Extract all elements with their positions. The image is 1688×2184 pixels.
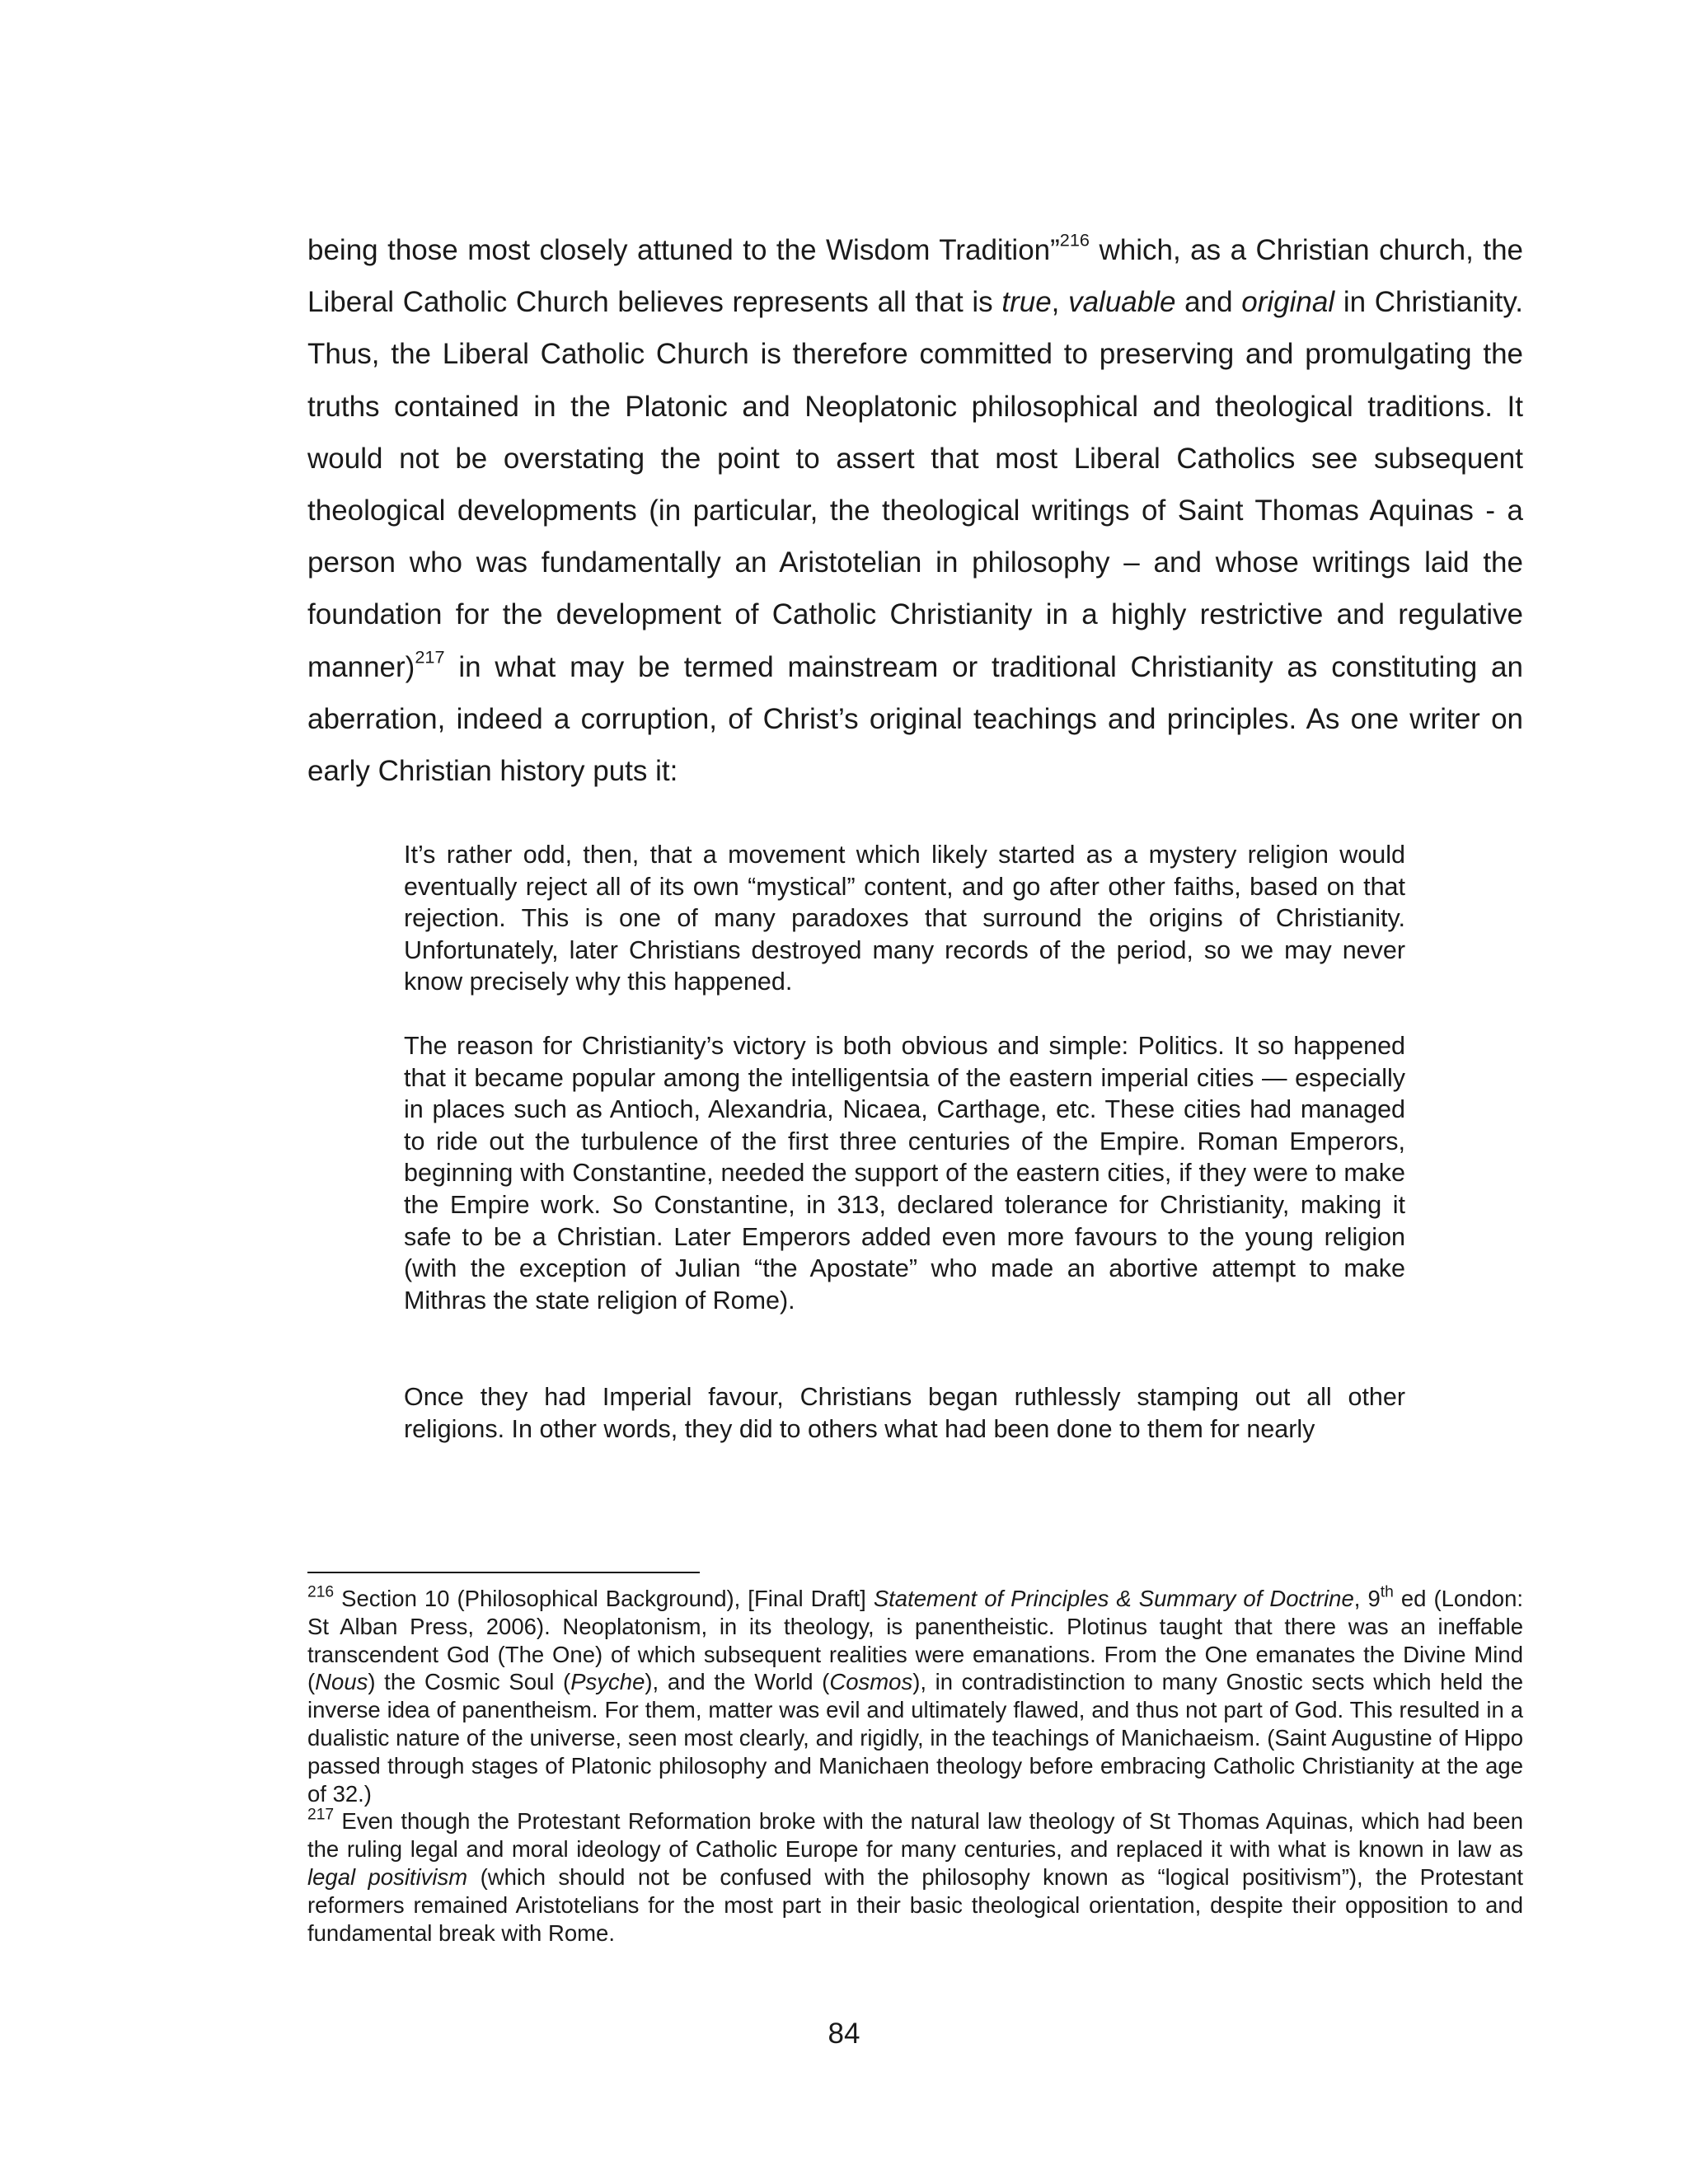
footnote-text-run: ), and the World ( [645, 1669, 830, 1695]
footnote-italic-psyche: Psyche [570, 1669, 645, 1695]
body-text-run: in what may be termed mainstream or traditional Christianity as constituting an aberration, indeed a corruption, of Christ’s original teachings and principles. As one writer on early Christian history puts it: [307, 650, 1523, 788]
footnote-217 [307, 1807, 1523, 1947]
body-text-run: , [1051, 286, 1069, 319]
footnote-italic-cosmos: Cosmos [829, 1669, 913, 1695]
footnote-italic-legal-positivism: legal positivism [307, 1863, 468, 1890]
footnote-ref-216[interactable]: 216 [1059, 229, 1090, 251]
footnote-text-run: Even though the Protestant Reformation broke with the natural law theology of St Thomas Aquinas, which had been the ruling legal and moral ideology of Catholic Europe for many centuries, and replaced it with what is known in law as [307, 1808, 1523, 1863]
italic-valuable: valuable [1068, 286, 1176, 319]
italic-original: original [1241, 286, 1335, 319]
footnote-text-run: ) the Cosmic Soul ( [368, 1669, 571, 1695]
body-text-run: being those most closely attuned to the Wisdom Tradition” [307, 234, 1060, 266]
footnote-text-run: , 9 [1353, 1586, 1381, 1611]
body-text-run: and [1175, 286, 1242, 319]
block-quote-paragraph-1: It’s rather odd, then, that a movement which likely started as a mystery religion would eventually reject all of its own “mystical” content, and go after other faiths, based on that rejection. This is one of many paradoxes that surround the origins of Christianity. Unfortunately, later Christians destroyed many records of the period, so we may never know precisely why this happened. [404, 841, 1405, 996]
footnote-mark-216: 216 [307, 1583, 335, 1601]
footnote-mark-217: 217 [307, 1806, 335, 1824]
page-number: 84 [828, 2018, 860, 2050]
block-quote-paragraph-3: Once they had Imperial favour, Christians began ruthlessly stamping out all other religions. In other words, they did to others what had been done to them for nearly [404, 1383, 1405, 1443]
footnote-text-run: ), in contradistinction to many Gnostic sects which held the inverse idea of panentheism. For them, matter was evil and ultimately flawed, and thus not part of God. This resulted in a dualistic nature of the universe, seen most clearly, and rigidly, in the teachings of Manichaeism. (Saint Augustine of Hippo passed through stages of Platonic philosophy and Manichaen theology before embracing Catholic Christianity at the age of 32.) [307, 1669, 1523, 1807]
footnote-separator [307, 1572, 700, 1573]
body-text-run: in Christianity. Thus, the Liberal Catholic Church is therefore committed to preserving and promulgating the truths contained in the Platonic and Neoplatonic philosophical and theological traditions. It would not be overstating the point to assert that most Liberal Catholics see subsequent theological developments (in particular, the theological writings of Saint Thomas Aquinas - a person who was fundamentally an Aristotelian in philosophy – and whose writings laid the foundation for the development of Catholic Christianity in a highly restrictive and regulative manner) [307, 286, 1523, 683]
footnote-ref-217[interactable]: 217 [415, 646, 445, 668]
footnote-text-run: Section 10 (Philosophical Background), [Final Draft] [334, 1586, 874, 1611]
footnote-text-run: (which should not be confused with the philosophy known as “logical positivism”), the Protestant reformers remained Aristotelians for the most part in their basic theological orientation, despite their opposition to and fundamental break with Rome. [307, 1863, 1523, 1946]
footnote-italic-title: Statement of Principles & Summary of Doctrine [873, 1586, 1354, 1611]
italic-true: true [1001, 286, 1052, 319]
body-paragraph [307, 224, 1523, 797]
footnote-italic-nous: Nous [315, 1669, 368, 1695]
block-quote-paragraph-2: The reason for Christianity’s victory is both obvious and simple: Politics. It so happened that it became popular among the intelligentsia of the eastern imperial cities — especially in places such as Antioch, Alexandria, Nicaea, Carthage, etc. These cities had managed to ride out the turbulence of the first three centuries of the Empire. Roman Emperors, beginning with Constantine, needed the support of the eastern cities, if they were to make the Empire work. So Constantine, in 313, declared tolerance for Christianity, making it safe to be a Christian. Later Emperors added even more favours to the young religion (with the exception of Julian “the Apostate” who made an abortive attempt to make Mithras the state religion of Rome). [404, 1032, 1405, 1315]
footnote-ordinal-suffix: th [1380, 1583, 1394, 1601]
footnote-216 [307, 1585, 1523, 1807]
main-paragraph [307, 224, 1523, 797]
body-text-run: which, as a Christian church, the Liberal Catholic Church believes represents all that is [307, 234, 1523, 319]
footnotes [307, 1585, 1523, 1947]
footnote-text-run: ed (London: St Alban Press, 2006). Neoplatonism, in its theology, is panentheistic. Plotinus taught that there was an ineffable transcendent God (The One) of which subsequent realities were emanations. From the One emanates the Divine Mind ( [307, 1586, 1524, 1695]
